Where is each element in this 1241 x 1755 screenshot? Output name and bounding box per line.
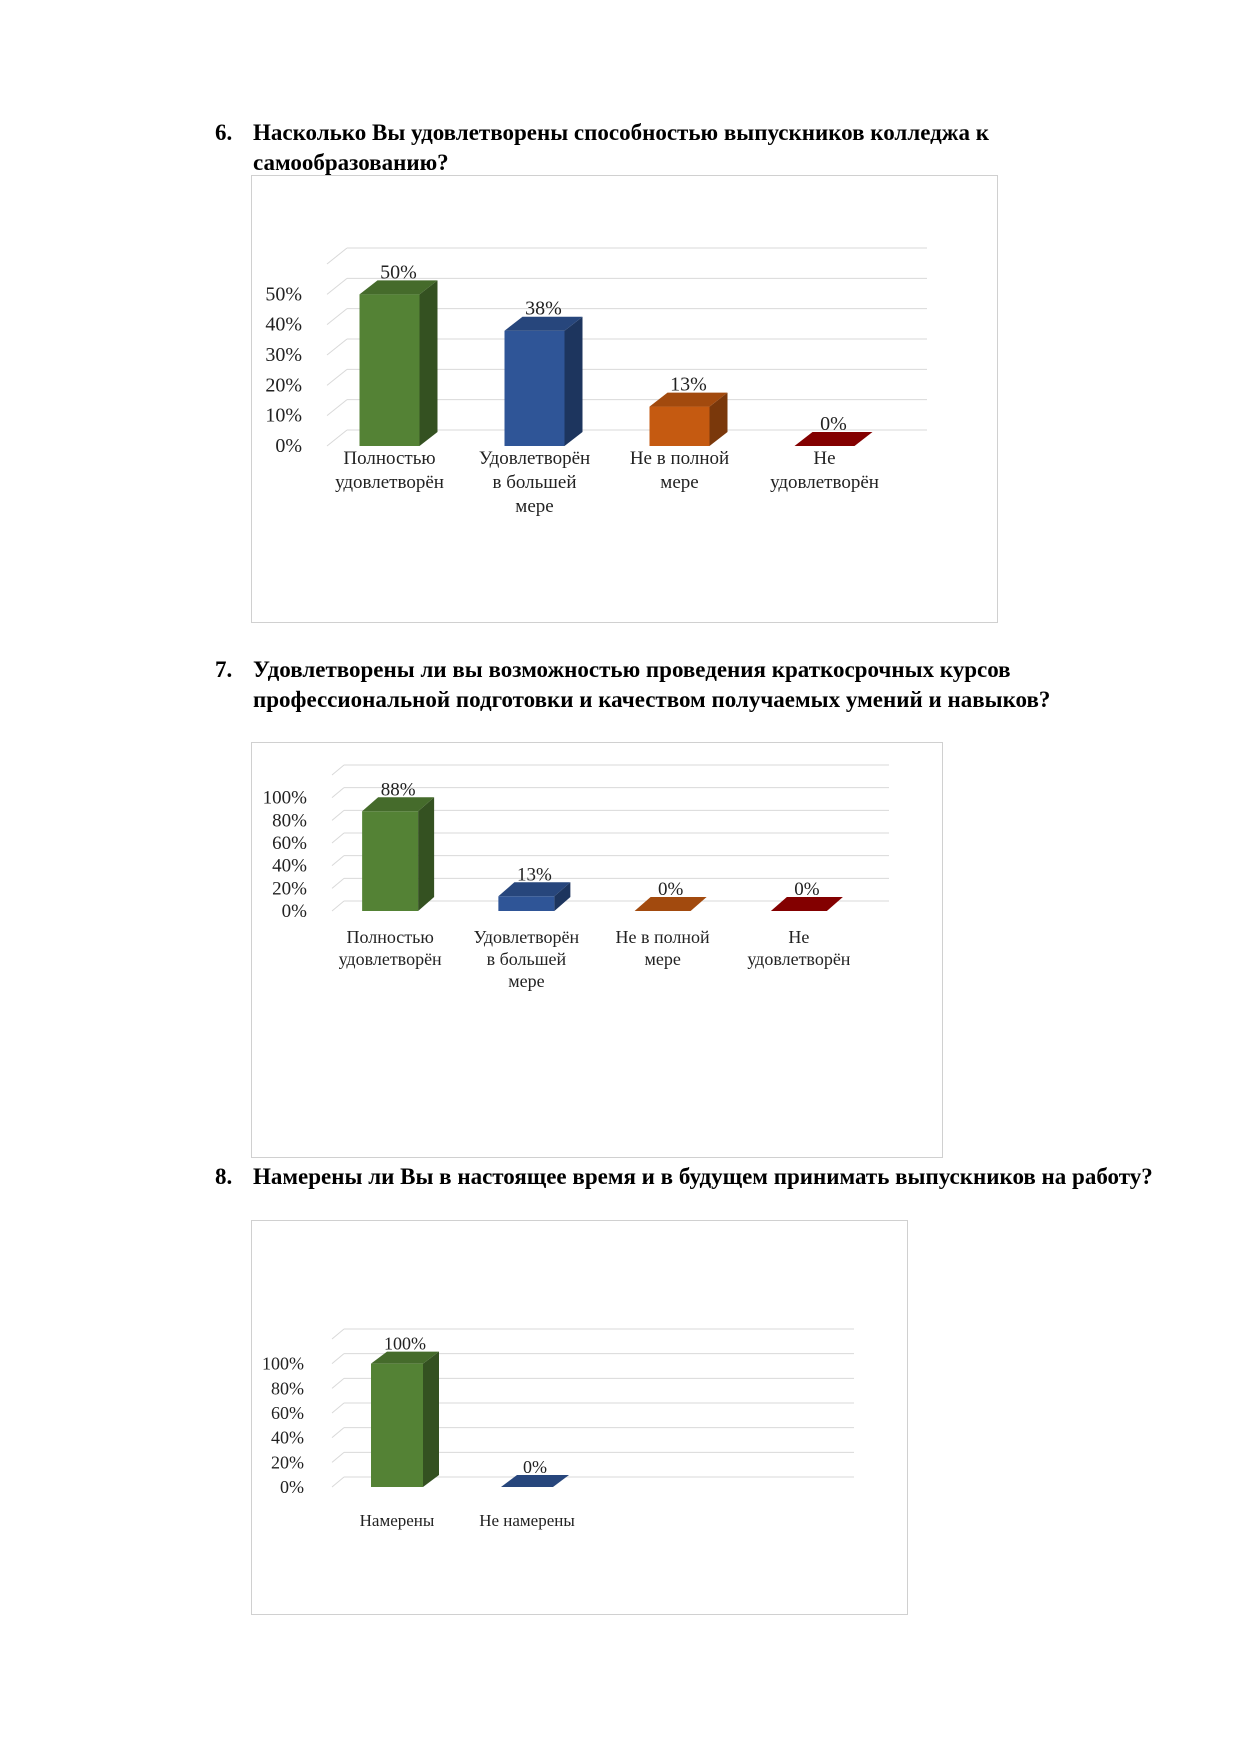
category-label: Не в полной bbox=[615, 927, 710, 947]
data-label: 0% bbox=[523, 1457, 547, 1477]
question-text: Насколько Вы удовлетворены способностью выпускников колледжа к самообразованию? bbox=[253, 120, 989, 175]
question-text: Удовлетворены ли вы возможностью проведения краткосрочных курсов профессиональной подготовки и качеством получаемых умений и навыков? bbox=[253, 657, 1051, 712]
y-tick-label: 0% bbox=[280, 1477, 304, 1497]
y-tick-label: 10% bbox=[265, 404, 302, 427]
chart-frame-2 bbox=[251, 742, 943, 1158]
data-label: 88% bbox=[380, 779, 416, 801]
category-label: Не bbox=[788, 927, 810, 947]
y-tick-label: 30% bbox=[265, 344, 302, 366]
category-label: мере bbox=[644, 949, 681, 969]
category-label: Не намерены bbox=[479, 1511, 575, 1530]
chart-frame-1 bbox=[251, 175, 998, 623]
gridline-diagonal bbox=[327, 278, 347, 294]
category-label: Удовлетворён bbox=[478, 448, 591, 469]
data-label: 13% bbox=[670, 373, 707, 396]
bar bbox=[371, 1352, 439, 1487]
bar-front bbox=[360, 294, 420, 446]
gridline-diagonal bbox=[332, 1354, 344, 1364]
category-label: Намерены bbox=[359, 1511, 435, 1530]
chart-3 bbox=[252, 1221, 907, 1614]
gridline-diagonal bbox=[332, 901, 344, 911]
bar bbox=[505, 317, 583, 446]
category-label: мере bbox=[660, 472, 699, 493]
bar-side bbox=[565, 317, 583, 446]
question-number: 7. bbox=[215, 657, 233, 682]
bar-front bbox=[498, 896, 554, 911]
y-tick-label: 40% bbox=[272, 855, 307, 877]
question-text: Намерены ли Вы в настоящее время и в будущем принимать выпускников на работу? bbox=[253, 1164, 1153, 1189]
chart-1 bbox=[252, 176, 997, 622]
category-label: мере bbox=[508, 971, 545, 991]
y-tick-label: 100% bbox=[262, 1353, 304, 1374]
gridline-diagonal bbox=[332, 833, 344, 843]
bar-side bbox=[418, 797, 434, 911]
data-label: 50% bbox=[380, 261, 417, 284]
chart-frame-3 bbox=[251, 1220, 908, 1615]
gridline-diagonal bbox=[327, 430, 347, 446]
data-label: 13% bbox=[516, 864, 552, 886]
category-label: удовлетворён bbox=[335, 472, 444, 493]
bar bbox=[650, 393, 728, 446]
gridline-diagonal bbox=[327, 369, 347, 385]
gridline-diagonal bbox=[332, 878, 344, 888]
bar-front bbox=[371, 1364, 423, 1487]
data-label: 0% bbox=[820, 413, 847, 435]
category-label: Не в полной bbox=[629, 448, 730, 469]
gridline-diagonal bbox=[332, 1477, 344, 1487]
question-number: 6. bbox=[215, 120, 233, 145]
gridline-diagonal bbox=[332, 1428, 344, 1438]
category-label: в большей bbox=[492, 472, 577, 493]
y-tick-label: 40% bbox=[265, 313, 302, 336]
category-label: мере bbox=[515, 496, 554, 517]
y-tick-label: 50% bbox=[265, 283, 302, 306]
y-tick-label: 100% bbox=[262, 787, 307, 809]
category-label: Не bbox=[813, 448, 836, 469]
y-tick-label: 20% bbox=[271, 1452, 304, 1473]
category-label: в большей bbox=[486, 949, 567, 969]
gridline-diagonal bbox=[332, 1329, 344, 1339]
chart-2 bbox=[252, 743, 942, 1157]
data-label: 0% bbox=[657, 879, 684, 900]
data-label: 0% bbox=[794, 879, 820, 900]
bar bbox=[498, 882, 570, 911]
y-tick-label: 20% bbox=[265, 374, 302, 397]
category-label: удовлетворён bbox=[747, 949, 851, 969]
category-label: Удовлетворён bbox=[473, 927, 580, 947]
gridline-diagonal bbox=[332, 810, 344, 820]
category-label: Полностью bbox=[346, 927, 434, 947]
bar-side bbox=[420, 280, 438, 446]
y-tick-label: 80% bbox=[272, 810, 307, 832]
gridline-diagonal bbox=[332, 765, 344, 775]
y-tick-label: 0% bbox=[281, 901, 307, 922]
bar-side bbox=[423, 1352, 439, 1487]
bar-front bbox=[505, 331, 565, 446]
y-tick-label: 0% bbox=[275, 435, 302, 457]
gridline-diagonal bbox=[332, 1403, 344, 1413]
y-tick-label: 80% bbox=[271, 1378, 304, 1399]
gridline-diagonal bbox=[327, 248, 347, 264]
bar-front bbox=[650, 407, 710, 446]
gridline-diagonal bbox=[332, 788, 344, 798]
gridline-diagonal bbox=[332, 1452, 344, 1462]
y-tick-label: 20% bbox=[272, 878, 307, 900]
category-label: Полностью bbox=[343, 448, 436, 469]
category-label: удовлетворён bbox=[338, 949, 442, 969]
gridline-diagonal bbox=[332, 856, 344, 866]
category-label: удовлетворён bbox=[770, 472, 879, 493]
y-tick-label: 40% bbox=[271, 1427, 304, 1448]
gridline-diagonal bbox=[327, 339, 347, 355]
question-number: 8. bbox=[215, 1164, 233, 1189]
bar bbox=[360, 280, 438, 446]
bar bbox=[362, 797, 434, 911]
y-tick-label: 60% bbox=[272, 833, 307, 854]
gridline-diagonal bbox=[327, 309, 347, 325]
gridline-diagonal bbox=[332, 1378, 344, 1388]
data-label: 38% bbox=[525, 297, 562, 320]
y-tick-label: 60% bbox=[271, 1403, 304, 1423]
data-label: 100% bbox=[384, 1333, 426, 1354]
gridline-diagonal bbox=[327, 400, 347, 416]
bar-front bbox=[362, 811, 418, 911]
